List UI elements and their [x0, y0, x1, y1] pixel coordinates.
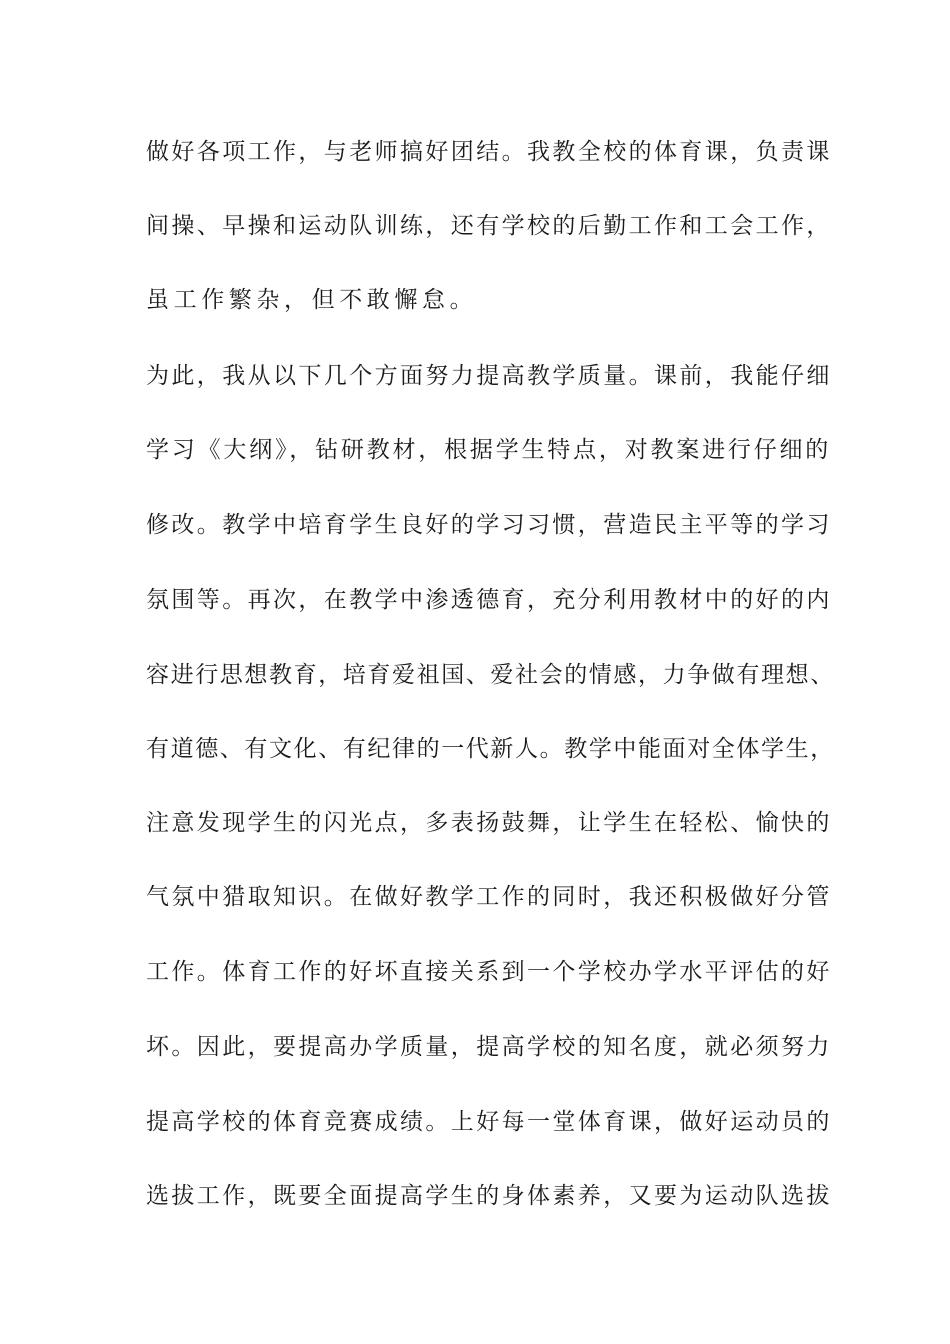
text-line: 为此，我从以下几个方面努力提高教学质量。课前，我能仔细	[146, 363, 832, 389]
text-line: 有道德、有文化、有纪律的一代新人。教学中能面对全体学生，	[146, 736, 835, 762]
text-line: 做好各项工作，与老师搞好团结。我教全校的体育课，负责课	[146, 139, 832, 165]
text-line: 虽工作繁杂，但不敢懈怠。	[146, 287, 478, 313]
text-line: 间操、早操和运动队训练，还有学校的后勤工作和工会工作，	[146, 213, 832, 239]
text-line: 工作。体育工作的好坏直接关系到一个学校办学水平评估的好	[146, 959, 832, 985]
text-line: 注意发现学生的闪光点，多表扬鼓舞，让学生在轻松、愉快的	[146, 810, 832, 836]
text-line: 气氛中猎取知识。在做好教学工作的同时，我还积极做好分管	[146, 884, 832, 910]
text-line: 学习《大纲》，钻研教材，根据学生特点，对教案进行仔细的	[146, 437, 832, 463]
text-line: 容进行思想教育，培育爱祖国、爱社会的情感，力争做有理想、	[146, 662, 835, 688]
text-line: 提高学校的体育竞赛成绩。上好每一堂体育课，做好运动员的	[146, 1109, 832, 1135]
text-line: 修改。教学中培育学生良好的学习习惯，营造民主平等的学习	[146, 512, 832, 538]
text-line: 选拔工作，既要全面提高学生的身体素养，又要为运动队选拔	[146, 1183, 832, 1209]
text-line: 坏。因此，要提高办学质量，提高学校的知名度，就必须努力	[146, 1034, 832, 1060]
text-line: 氛围等。再次，在教学中渗透德育，充分利用教材中的好的内	[146, 587, 832, 613]
